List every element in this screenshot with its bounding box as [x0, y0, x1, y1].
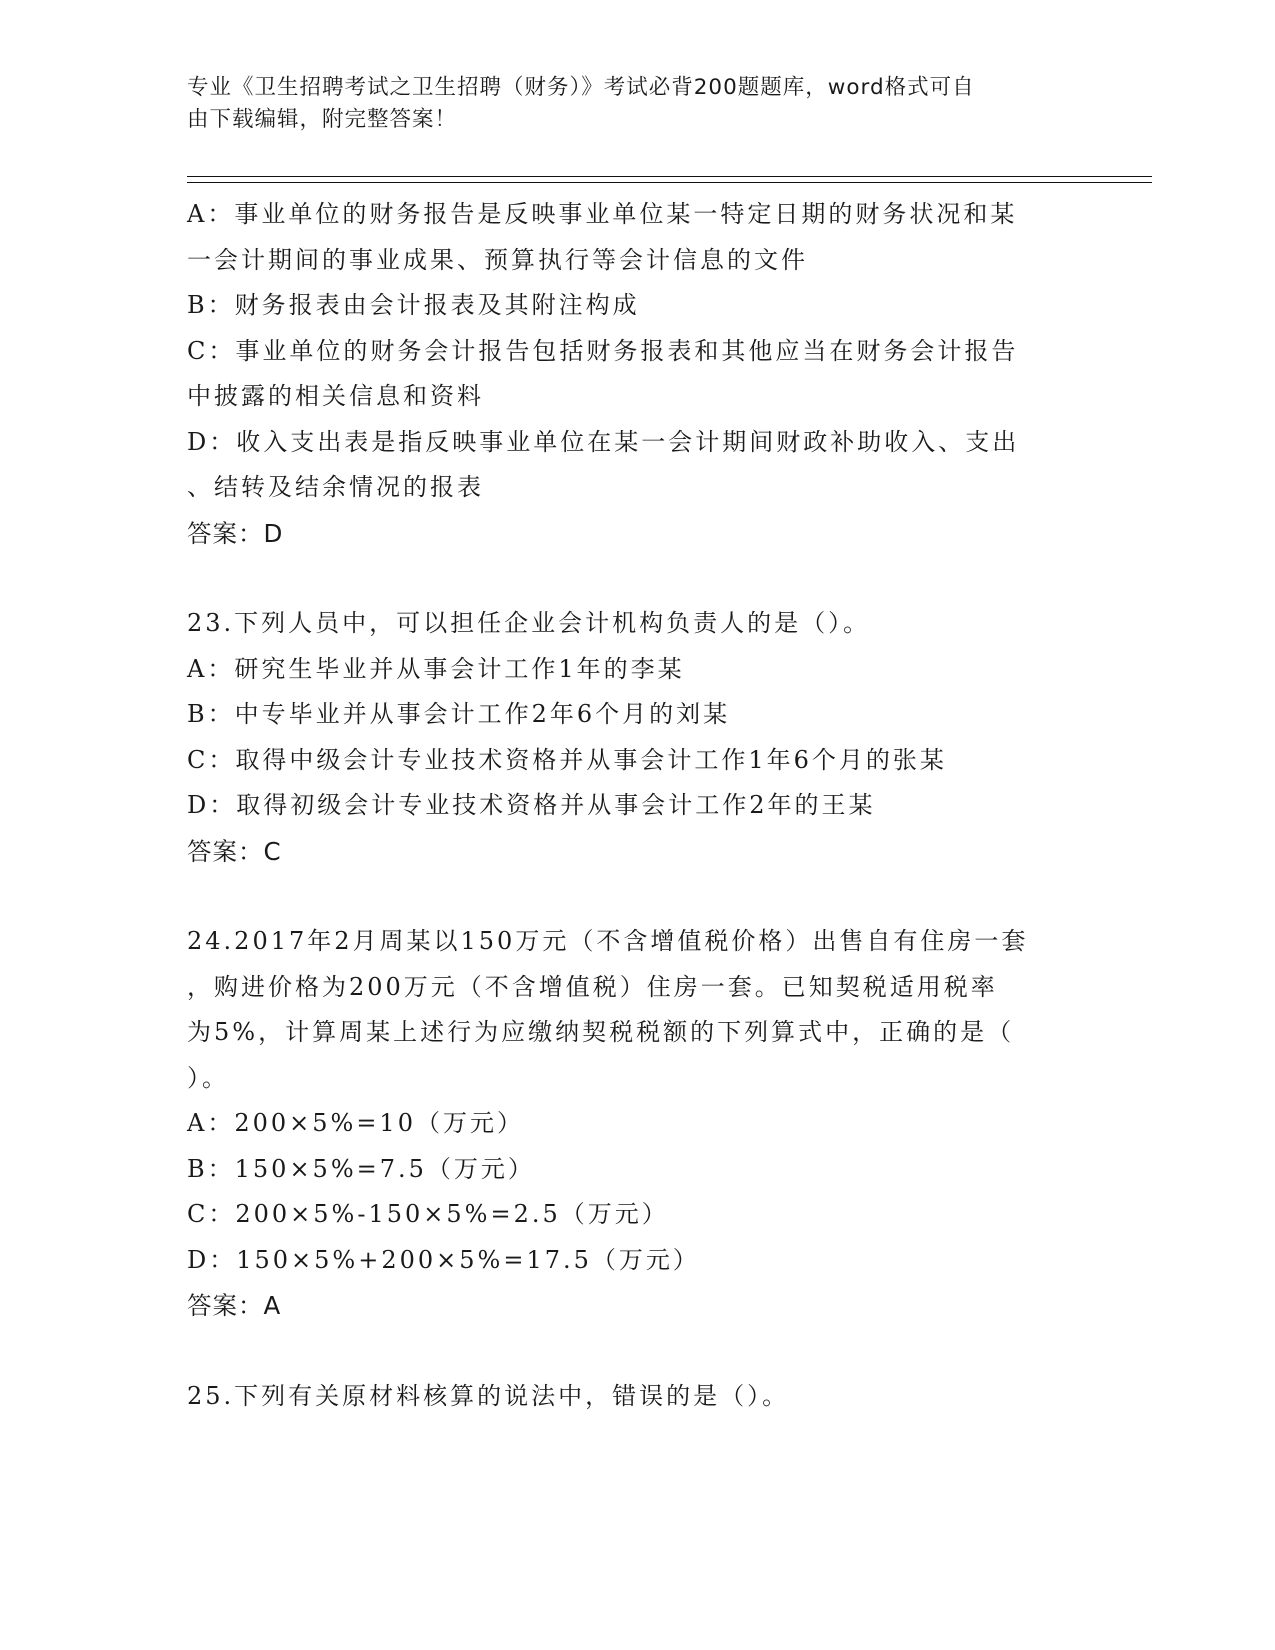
option-b: B：中专毕业并从事会计工作2年6个月的刘某 — [187, 700, 731, 728]
answer: 答案：A — [187, 1291, 282, 1320]
header-line: 由下载编辑，附完整答案！ — [187, 107, 458, 132]
spacer — [187, 874, 1087, 919]
option-c: C：取得中级会计专业技术资格并从事会计工作1年6个月的张某 — [187, 745, 947, 774]
question-stem-line: ，购进价格为200万元（不含增值税）住房一套。已知契税适用税率 — [187, 972, 998, 1001]
question-stem: 23.下列人员中，可以担任企业会计机构负责人的是（）。 — [187, 609, 871, 637]
question-25 — [187, 1374, 1087, 1420]
spacer — [187, 556, 1087, 601]
header-divider — [187, 182, 1152, 183]
question-23 — [187, 601, 1087, 874]
option-c-line: 中披露的相关信息和资料 — [187, 382, 484, 410]
question-stem-line: ）。 — [187, 1063, 229, 1092]
answer: 答案：D — [187, 518, 284, 548]
question-stem: 25.下列有关原材料核算的说法中，错误的是（）。 — [187, 1381, 790, 1410]
option-d: D：150×5%+200×5%=17.5（万元） — [187, 1245, 700, 1274]
question-24 — [187, 919, 1087, 1329]
spacer — [187, 1329, 1087, 1374]
question-stem-line: 为5%，计算周某上述行为应缴纳契税税额的下列算式中，正确的是（ — [187, 1018, 1015, 1046]
option-d-line: D：收入支出表是指反映事业单位在某一会计期间财政补助收入、支出 — [187, 427, 1020, 456]
document-header — [187, 72, 1067, 136]
answer: 答案：C — [187, 836, 282, 866]
option-a: A：研究生毕业并从事会计工作1年的李某 — [187, 654, 685, 683]
option-d: D：取得初级会计专业技术资格并从事会计工作2年的王某 — [187, 791, 876, 819]
header-line: 专业《卫生招聘考试之卫生招聘（财务）》考试必背200题题库，word格式可自 — [187, 75, 975, 100]
option-a-line: A：事业单位的财务报告是反映事业单位某一特定日期的财务状况和某 — [187, 200, 1018, 228]
option-a: A：200×5%=10（万元） — [187, 1109, 524, 1137]
question-content — [187, 192, 1087, 1419]
header-divider — [187, 176, 1152, 177]
option-a-line: 一会计期间的事业成果、预算执行等会计信息的文件 — [187, 245, 808, 274]
option-b: B：150×5%=7.5（万元） — [187, 1154, 535, 1183]
option-d-line: 、结转及结余情况的报表 — [187, 473, 484, 501]
question-stem-line: 24.2017年2月周某以150万元（不含增值税价格）出售自有住房一套 — [187, 927, 1029, 955]
option-c: C：200×5%-150×5%=2.5（万元） — [187, 1200, 669, 1228]
question-22 — [187, 192, 1087, 556]
option-b: B：财务报表由会计报表及其附注构成 — [187, 291, 640, 319]
option-c-line: C：事业单位的财务会计报告包括财务报表和其他应当在财务会计报告 — [187, 336, 1019, 365]
